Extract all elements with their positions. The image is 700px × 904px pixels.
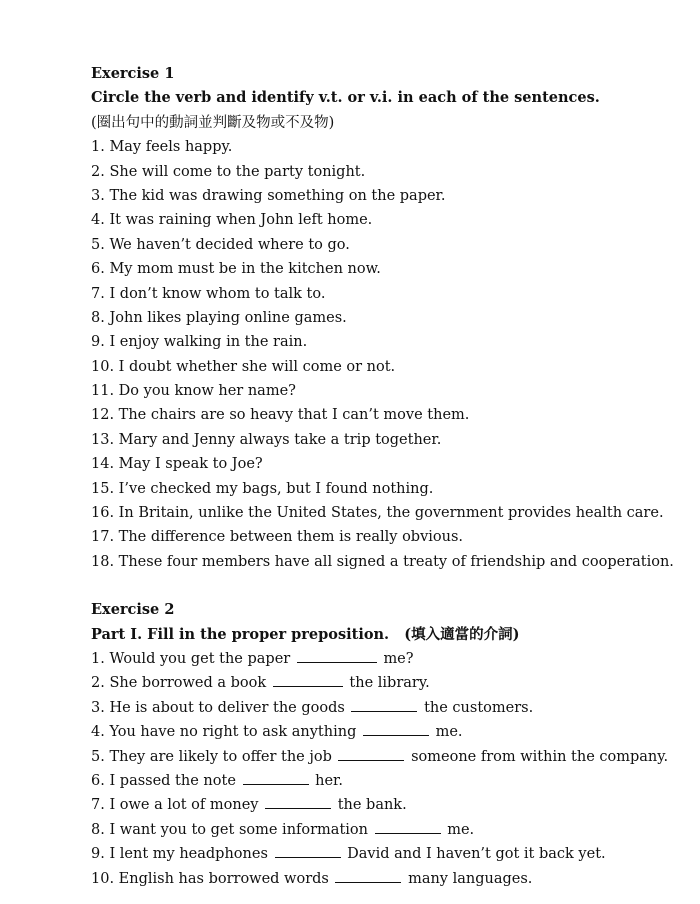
sentence-start: 10. English has borrowed words [91,870,329,887]
answer-blank[interactable] [297,648,377,663]
exercise-1-item: 7. I don’t know whom to talk to. [91,285,326,302]
sentence-end: the customers. [424,699,534,716]
exercise-2-item [91,842,671,866]
answer-blank[interactable] [335,868,401,883]
answer-blank[interactable] [338,746,404,761]
sentence-end: me. [447,821,475,838]
sentence-end: the library. [349,675,430,692]
exercise-1-instruction: Circle the verb and identify v.t. or v.i. in each of the sentences. [91,89,600,107]
exercise-1-list [91,135,674,574]
exercise-1-item: 8. John likes playing online games. [91,309,347,326]
exercise-2-title: Exercise 2 [91,601,175,619]
answer-blank[interactable] [275,843,341,858]
exercise-1-title: Exercise 1 [91,65,175,82]
sentence-start: 4. You have no right to ask anything [91,724,357,741]
sentence-end: the bank. [337,797,407,814]
exercise-1-item: 4. It was raining when John left home. [91,212,373,229]
exercise-1-item: 14. May I speak to Joe? [91,456,263,473]
sentence-start: 3. He is about to deliver the goods [91,699,345,716]
sentence-start: 1. Would you get the paper [91,650,291,667]
answer-blank[interactable] [375,819,441,834]
sentence-start: 8. I want you to get some information [91,821,368,838]
sentence-start: 2. She borrowed a book [91,675,267,692]
sentence-start: 7. I owe a lot of money [91,797,259,814]
exercise-2-item [91,769,671,793]
exercise-1-item: 15. I’ve checked my bags, but I found nothing. [91,480,434,497]
exercise-2-item [91,867,671,891]
exercise-2-item [91,696,671,720]
exercise-1-item: 5. We haven’t decided where to go. [91,236,350,253]
exercise-1-item: 12. The chairs are so heavy that I can’t move them. [91,407,470,424]
exercise-1-item: 11. Do you know her name? [91,383,296,400]
exercise-2-item [91,793,671,817]
exercise-2-item [91,818,671,842]
exercise-1-item: 18. These four members have all signed a treaty of friendship and cooperation. [91,553,674,570]
exercise-2-item [91,647,671,671]
exercise-1-item: 9. I enjoy walking in the rain. [91,334,308,351]
sentence-start: 6. I passed the note [91,772,236,789]
answer-blank[interactable] [265,794,331,809]
exercise-2-item [91,720,671,744]
exercise-1-item: 16. In Britain, unlike the United States, the government provides health care. [91,505,664,522]
exercise-1-item: 1. May feels happy. [91,139,233,156]
answer-blank[interactable] [351,697,417,712]
sentence-end: her. [315,772,343,789]
exercise-2-item [91,745,671,769]
exercise-1-item: 3. The kid was drawing something on the paper. [91,187,446,204]
answer-blank[interactable] [273,672,343,687]
section-spacer [91,574,671,598]
exercise-1-instruction-chinese: (圈出句中的動詞並判斷及物或不及物) [91,114,335,131]
part-title-english: Part I. Fill in the proper preposition. [91,625,390,643]
exercise-2-item [91,671,671,695]
answer-blank[interactable] [243,770,309,785]
sentence-end: me? [383,650,414,667]
sentence-end: someone from within the company. [411,748,669,765]
exercise-1-item: 2. She will come to the party tonight. [91,163,366,180]
exercise-1-item: 6. My mom must be in the kitchen now. [91,261,381,278]
exercise-1-item: 13. Mary and Jenny always take a trip together. [91,431,442,448]
exercise-2-list [91,647,671,891]
sentence-start: 5. They are likely to offer the job [91,748,332,765]
sentence-end: many languages. [408,870,533,887]
worksheet-page [91,62,674,891]
answer-blank[interactable] [363,721,429,736]
sentence-start: 9. I lent my headphones [91,846,268,863]
exercise-1-item: 10. I doubt whether she will come or not. [91,358,396,375]
exercise-2-part-title [91,623,671,647]
sentence-end: me. [435,724,463,741]
exercise-1-item: 17. The difference between them is really obvious. [91,529,464,546]
part-title-chinese: (填入適當的介詞) [404,625,520,643]
sentence-end: David and I haven’t got it back yet. [347,846,606,863]
